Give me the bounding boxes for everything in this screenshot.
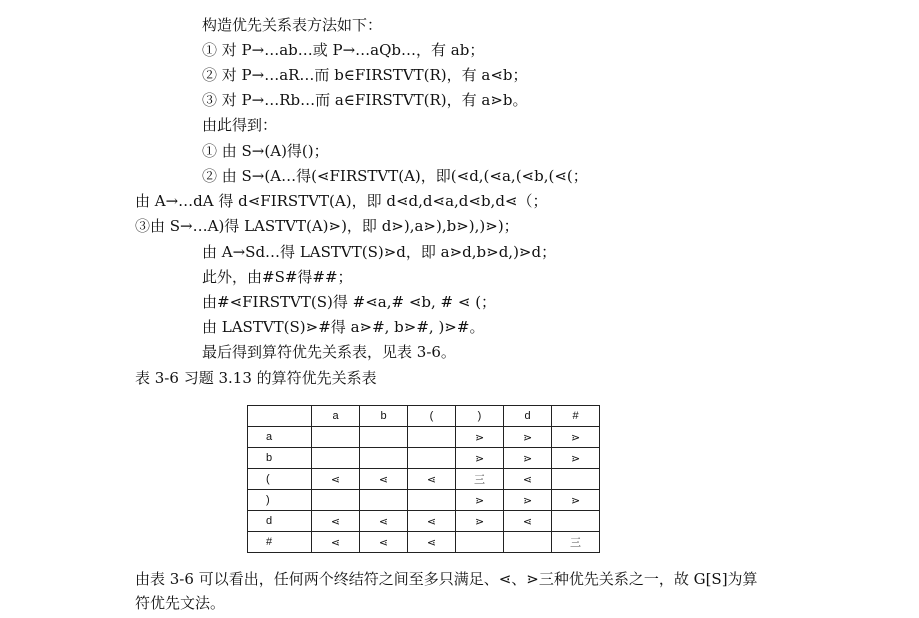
table-cell: ⋗ [552, 427, 600, 448]
table-cell [408, 448, 456, 469]
column-header: b [360, 406, 408, 427]
table-cell: ⋗ [456, 490, 504, 511]
table-cell: ⋗ [504, 490, 552, 511]
table-header-row [248, 406, 600, 427]
table-cell: ⋖ [360, 469, 408, 490]
rule-1: ① 对 P→…ab…或 P→…aQb…，有 ab； [202, 41, 485, 59]
row-header: # [248, 532, 312, 553]
table-cell: ⋖ [360, 532, 408, 553]
table-cell: ⋖ [408, 469, 456, 490]
table-cell [408, 490, 456, 511]
column-header: d [504, 406, 552, 427]
lastvt-line: 由 LASTVT(S)⋗#得 a⋗#, b⋗#, )⋗#。 [202, 318, 485, 336]
table-cell [312, 427, 360, 448]
step-2: ② 由 S→(A…得(⋖FIRSTVT(A)，即(⋖d,(⋖a,(⋖b,(⋖(； [202, 167, 588, 185]
table-cell: ⋖ [312, 469, 360, 490]
table-row [248, 427, 600, 448]
table-cell [360, 427, 408, 448]
rule-2: ② 对 P→…aR…而 b∈FIRSTVT(R)，有 a⋖b； [202, 66, 528, 84]
table-cell [312, 490, 360, 511]
table-cell: ⋗ [456, 511, 504, 532]
table-cell [504, 532, 552, 553]
table-row [248, 448, 600, 469]
row-header: b [248, 448, 312, 469]
column-header: # [552, 406, 600, 427]
step-1: ① 由 S→(A)得()； [202, 142, 329, 160]
table-cell: 三 [552, 532, 600, 553]
table-caption: 表 3-6 习题 3.13 的算符优先关系表 [135, 369, 377, 387]
table-cell [360, 490, 408, 511]
table-cell: ⋗ [456, 448, 504, 469]
table-cell: ⋗ [552, 490, 600, 511]
table-cell: ⋗ [504, 448, 552, 469]
rule-3: ③ 对 P→…Rb…而 a∈FIRSTVT(R)，有 a⋗b。 [202, 91, 528, 109]
column-header: a [312, 406, 360, 427]
final-line: 最后得到算符优先关系表，见表 3-6。 [202, 343, 456, 361]
table-cell: ⋗ [504, 427, 552, 448]
table-cell: ⋖ [360, 511, 408, 532]
table-cell: ⋖ [504, 511, 552, 532]
table-cell: ⋖ [312, 532, 360, 553]
table-corner-cell [248, 406, 312, 427]
besides-line: 此外，由#S#得##； [202, 268, 353, 286]
table-cell: ⋖ [312, 511, 360, 532]
table-cell [552, 469, 600, 490]
table-cell: ⋗ [456, 427, 504, 448]
row-header: ) [248, 490, 312, 511]
row-header: d [248, 511, 312, 532]
table-cell [408, 427, 456, 448]
row-header: a [248, 427, 312, 448]
table-cell [456, 532, 504, 553]
table-row [248, 469, 600, 490]
table-row [248, 490, 600, 511]
firstvt-line: 由#⋖FIRSTVT(S)得 #⋖a,# ⋖b, # ⋖ (； [202, 293, 497, 311]
table-cell: ⋖ [408, 511, 456, 532]
method-intro: 构造优先关系表方法如下： [202, 16, 383, 34]
column-header: ) [456, 406, 504, 427]
table-cell [312, 448, 360, 469]
table-row [248, 511, 600, 532]
table-cell: 三 [456, 469, 504, 490]
step-3: ③由 S→…A)得 LASTVT(A)⋗)，即 d⋗),a⋗),b⋗),)⋗)； [135, 217, 519, 235]
conclusion-line-2: 符优先文法。 [135, 594, 226, 612]
step-2-continued: 由 A→…dA 得 d⋖FIRSTVT(A)，即 d⋖d,d⋖a,d⋖b,d⋖（； [135, 192, 548, 210]
table-cell [552, 511, 600, 532]
table-cell: ⋗ [552, 448, 600, 469]
table-row [248, 532, 600, 553]
row-header: ( [248, 469, 312, 490]
table-cell [360, 448, 408, 469]
conclusion-line-1: 由表 3-6 可以看出，任何两个终结符之间至多只满足、⋖、⋗三种优先关系之一，故 G[S]为算 [135, 570, 758, 588]
hence-label: 由此得到： [202, 116, 278, 134]
precedence-table [247, 405, 600, 553]
table-cell: ⋖ [408, 532, 456, 553]
column-header: ( [408, 406, 456, 427]
step-3-continued: 由 A→Sd…得 LASTVT(S)⋗d，即 a⋗d,b⋗d,)⋗d； [202, 243, 557, 261]
table-cell: ⋖ [504, 469, 552, 490]
